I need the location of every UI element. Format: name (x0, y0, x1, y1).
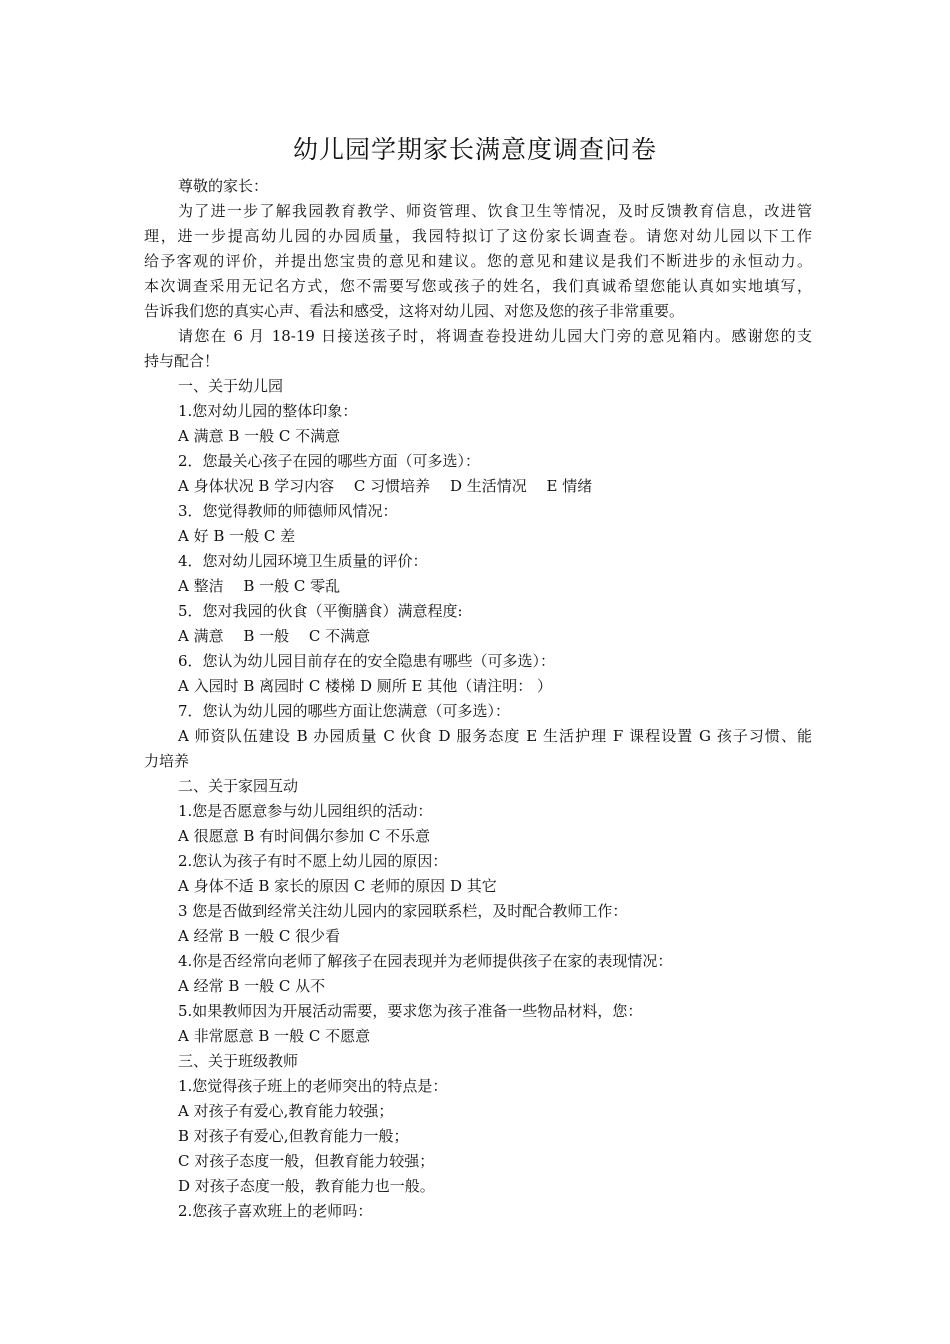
answer-options: A 很愿意 B 有时间偶尔参加 C 不乐意 (178, 827, 431, 845)
answer-options: A 非常愿意 B 一般 C 不愿意 (178, 1027, 371, 1045)
question-text: 2.您认为孩子有时不愿上幼儿园的原因： (178, 852, 448, 870)
answer-options: A 满意 B 一般 C 不满意 (178, 627, 371, 645)
answer-options: A 师资队伍建设 B 办园质量 C 伙食 D 服务态度 E 生活护理 F 课程设置 G 孩子习惯、能 (178, 727, 812, 745)
question-text: 2．您最关心孩子在园的哪些方面（可多选）： (178, 452, 481, 470)
notice-paragraph-line: 请您在 6 月 18-19 日接送孩子时，将调查卷投进幼儿园大门旁的意见箱内。感谢您的支 (178, 327, 812, 345)
intro-paragraph-line: 告诉我们您的真实心声、看法和感受，这将对幼儿园、对您及您的孩子非常重要。 (144, 302, 685, 320)
question-text: 2.您孩子喜欢班上的老师吗： (178, 1202, 373, 1220)
question-text: 7．您认为幼儿园的哪些方面让您满意（可多选）： (178, 702, 511, 720)
intro-paragraph-line: 给予客观的评价，并提出您宝贵的意见和建议。您的意见和建议是我们不断进步的永恒动力。 (144, 252, 812, 270)
answer-options: A 入园时 B 离园时 C 楼梯 D 厕所 E 其他（请注明： ） (178, 677, 552, 695)
question-text: 1.您是否愿意参与幼儿园组织的活动： (178, 802, 433, 820)
answer-options: A 身体不适 B 家长的原因 C 老师的原因 D 其它 (178, 877, 497, 895)
answer-option: C 对孩子态度一般，但教育能力较强； (178, 1152, 435, 1170)
section-heading: 一、关于幼儿园 (178, 377, 284, 395)
question-text: 3．您觉得教师的师德师风情况： (178, 502, 398, 520)
question-text: 4.你是否经常向老师了解孩子在园表现并为老师提供孩子在家的表现情况： (178, 952, 673, 970)
question-text: 3 您是否做到经常关注幼儿园内的家园联系栏，及时配合教师工作： (178, 902, 628, 920)
answer-options: A 整洁 B 一般 C 零乱 (178, 577, 341, 595)
question-text: 6．您认为幼儿园目前存在的安全隐患有哪些（可多选）： (178, 652, 556, 670)
answer-option: A 对孩子有爱心,教育能力较强； (178, 1102, 394, 1120)
question-text: 1.您觉得孩子班上的老师突出的特点是： (178, 1077, 448, 1095)
answer-options: A 好 B 一般 C 差 (178, 527, 296, 545)
question-text: 1.您对幼儿园的整体印象： (178, 402, 358, 420)
section-heading: 三、关于班级教师 (178, 1052, 299, 1070)
question-text: 5.如果教师因为开展活动需要，要求您为孩子准备一些物品材料，您： (178, 1002, 643, 1020)
answer-options: A 满意 B 一般 C 不满意 (178, 427, 341, 445)
answer-options-continued: 力培养 (144, 752, 190, 770)
document-body (144, 174, 812, 1224)
answer-options: A 经常 B 一般 C 很少看 (178, 927, 341, 945)
answer-options: A 经常 B 一般 C 从不 (178, 977, 326, 995)
intro-paragraph-line: 本次调查采用无记名方式，您不需要写您或孩子的姓名，我们真诚希望您能认真如实地填写， (144, 277, 812, 295)
answer-option: B 对孩子有爱心,但教育能力一般； (178, 1127, 409, 1145)
section-heading: 二、关于家园互动 (178, 777, 299, 795)
greeting: 尊敬的家长： (178, 177, 269, 195)
answer-options: A 身体状况 B 学习内容 C 习惯培养 D 生活情况 E 情绪 (178, 477, 593, 495)
intro-paragraph-line: 为了进一步了解我园教育教学、师资管理、饮食卫生等情况，及时反馈教育信息，改进管 (178, 202, 812, 220)
question-text: 4．您对幼儿园环境卫生质量的评价： (178, 552, 428, 570)
answer-option: D 对孩子态度一般，教育能力也一般。 (178, 1177, 435, 1195)
notice-paragraph-line: 持与配合！ (144, 352, 220, 370)
question-text: 5．您对我园的伙食（平衡膳食）满意程度: (178, 602, 463, 620)
intro-paragraph-line: 理，进一步提高幼儿园的办园质量，我园特拟订了这份家长调查卷。请您对幼儿园以下工作 (144, 227, 812, 245)
document-title: 幼儿园学期家长满意度调查问卷 (292, 135, 657, 164)
